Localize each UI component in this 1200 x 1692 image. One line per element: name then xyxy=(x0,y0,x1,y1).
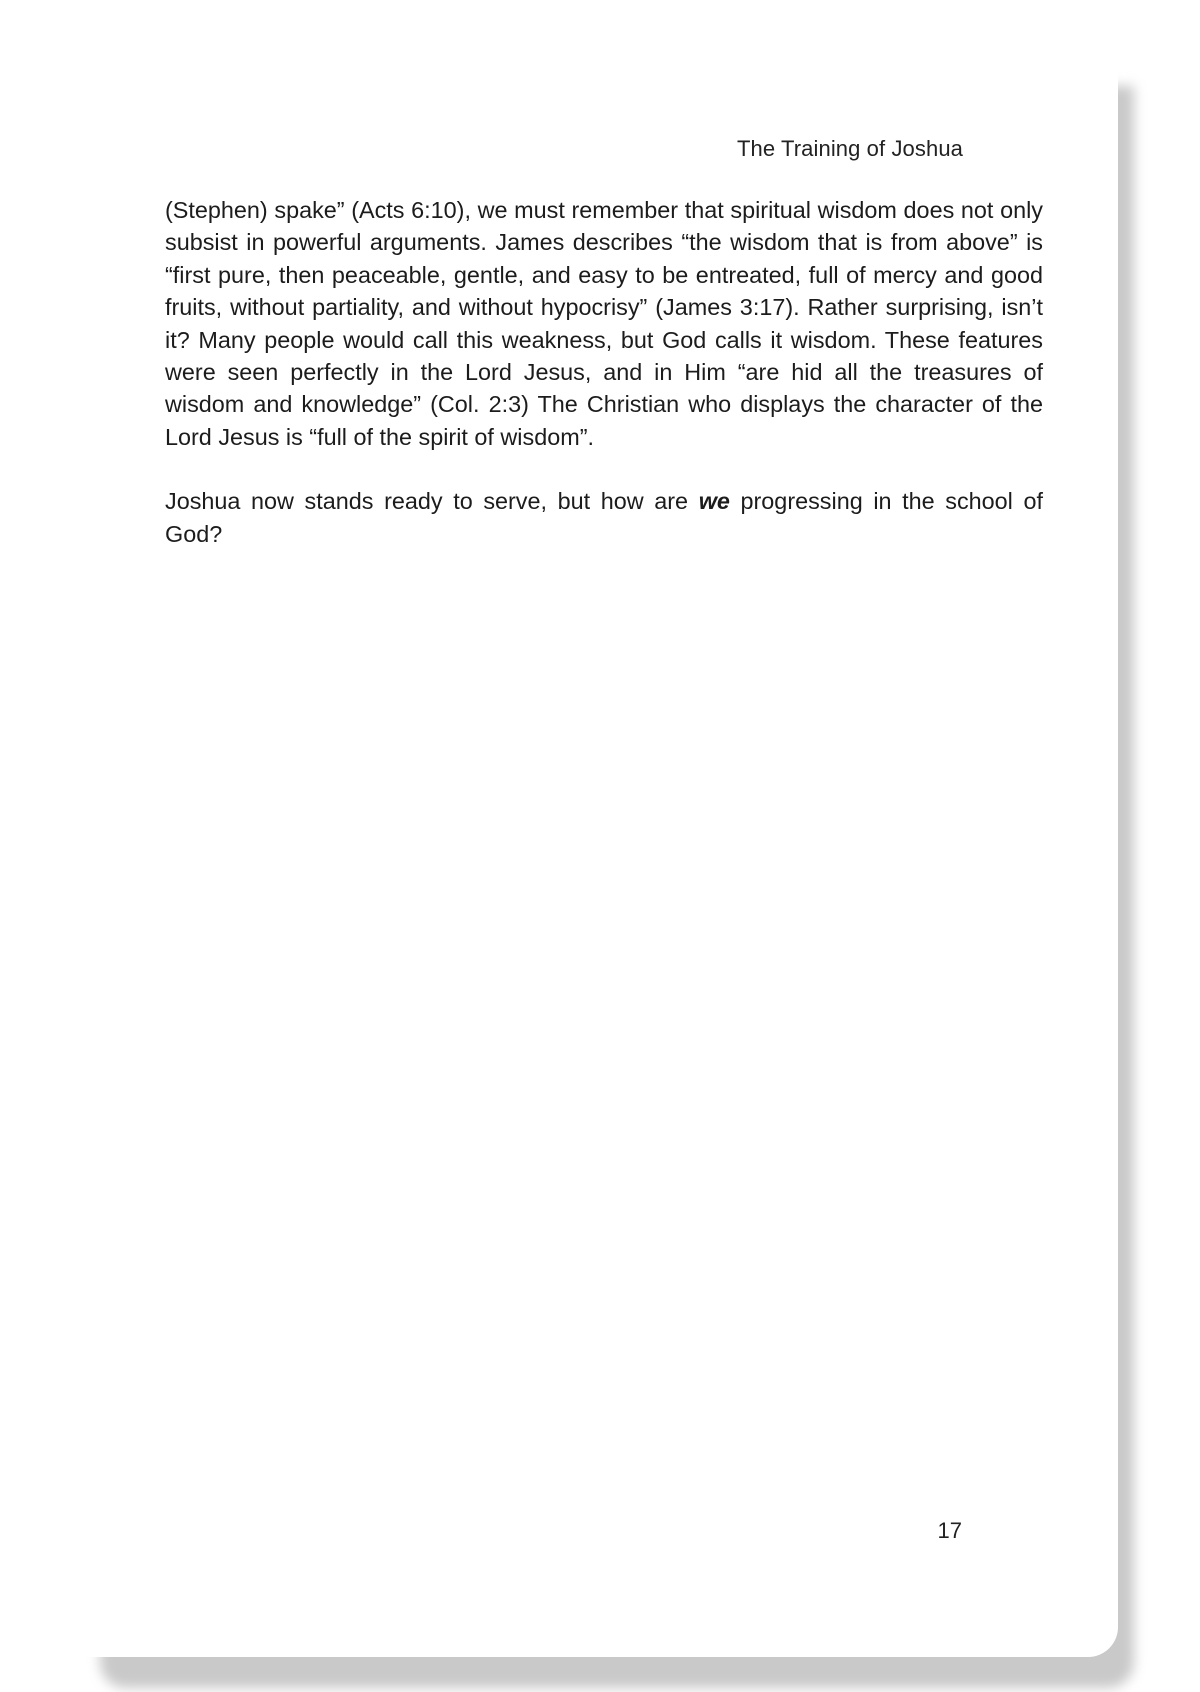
emphasized-word: we xyxy=(698,488,730,515)
paragraph xyxy=(165,485,1043,550)
page-number: 17 xyxy=(937,1518,962,1543)
paragraph-text-after: progressing in the school of God? xyxy=(165,488,1043,547)
paragraph-text-before: Joshua now stands ready to serve, but how are xyxy=(165,488,699,515)
paragraph: (Stephen) spake” (Acts 6:10), we must remember that spiritual wisdom does not only subsist in powerful arguments. James describes “the wisdom that is from above” is “first pure, then peaceable, gentle, and easy to be entreated, full of mercy and good fruits, without partiality, and without hypocrisy” (James 3:17). Rather surprising, isn’t it? Many people would call this weakness, but God calls it wisdom. These features were seen perfectly in the Lord Jesus, and in Him “are hid all the treasures of wisdom and knowledge” (Col. 2:3) The Christian who displays the character of the Lord Jesus is “full of the spirit of wisdom”. xyxy=(165,197,1043,450)
running-header: The Training of Joshua xyxy=(736,136,963,161)
body-text xyxy=(165,194,1043,582)
